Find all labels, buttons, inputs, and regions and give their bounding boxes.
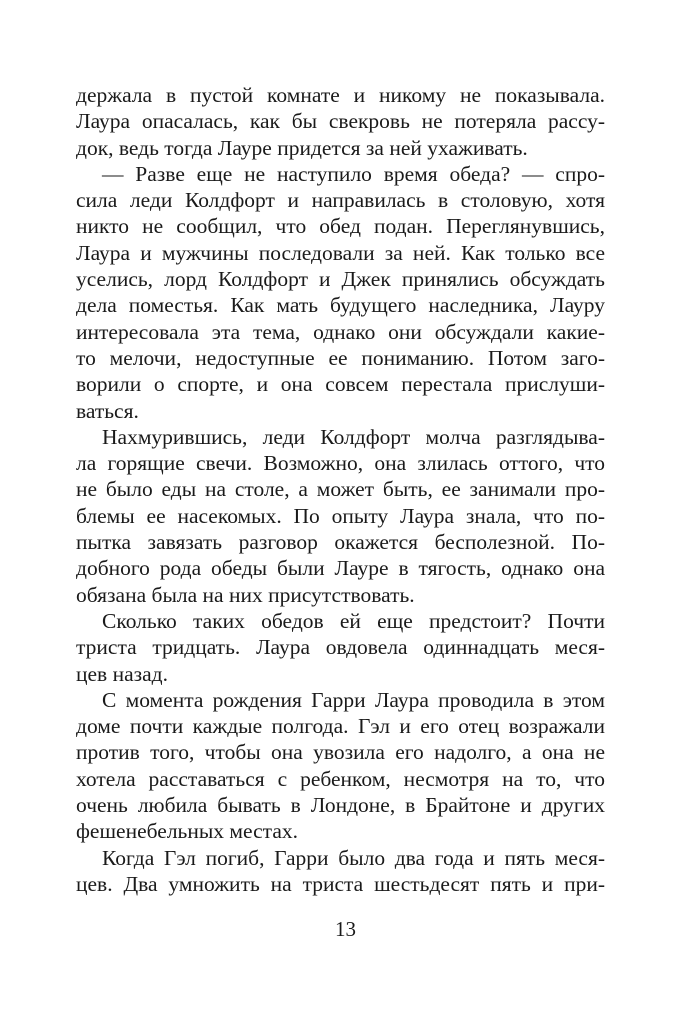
text-line: обязана была на них присутствовать. [76,582,415,607]
text-line: ла горящие свечи. Возможно, она злилась оттого, что [76,451,605,476]
text-line: интересовала эта тема, однако они обсуждали какие- [76,319,605,344]
page-number: 13 [335,917,356,941]
text-line: уселись, лорд Колдфорт и Джек принялись обсуждать [76,267,605,292]
text-line: хотела расставаться с ребенком, несмотря на то, что [76,766,605,791]
text-line: триста тридцать. Лаура овдовела одиннадцать меся- [76,635,605,660]
text-line: Когда Гэл погиб, Гарри было два года и пять меся- [102,845,605,870]
text-line: очень любила бывать в Лондоне, в Брайтоне и других [76,793,605,818]
text-line: док, ведь тогда Лауре придется за ней ухаживать. [76,135,528,160]
text-line: блемы ее насекомых. По опыту Лаура знала, что по- [76,503,605,528]
text-line: С момента рождения Гарри Лаура проводила в этом [102,687,605,712]
text-line: ворили о спорте, и она совсем перестала прислуши- [76,372,605,397]
text-line: добного рода обеды были Лауре в тягость, однако она [76,556,605,581]
text-line: то мелочи, недоступные ее пониманию. Потом заго- [76,345,605,370]
text-line: Лаура опасалась, как бы свекровь не потеряла рассу- [76,109,605,134]
text-line: цев. Два умножить на триста шестьдесят пять и при- [76,871,605,896]
text-line: Нахмурившись, леди Колдфорт молча разглядыва- [102,424,605,449]
text-line: — Разве еще не наступило время обеда? — спро- [102,161,605,186]
text-line: никто не сообщил, что обед подан. Переглянувшись, [76,214,605,239]
text-line: держала в пустой комнате и никому не показывала. [76,83,605,107]
text-line: Лаура и мужчины последовали за ней. Как только все [76,240,605,265]
text-line: пытка завязать разговор окажется бесполезной. По- [76,530,605,555]
text-line: дела поместья. Как мать будущего наследника, Лауру [76,293,605,318]
text-line: фешенебельных местах. [76,819,298,844]
text-line: ваться. [76,398,139,423]
text-line: против того, чтобы она увозила его надолго, а она не [76,740,605,765]
text-line: сила леди Колдфорт и направилась в столовую, хотя [76,188,605,213]
page-body [76,82,605,897]
text-line: не было еды на столе, а может быть, ее занимали про- [76,477,605,502]
text-line: Сколько таких обедов ей еще предстоит? Почти [102,608,605,633]
text-line: доме почти каждые полгода. Гэл и его отец возражали [76,714,605,739]
text-line: цев назад. [76,661,168,686]
